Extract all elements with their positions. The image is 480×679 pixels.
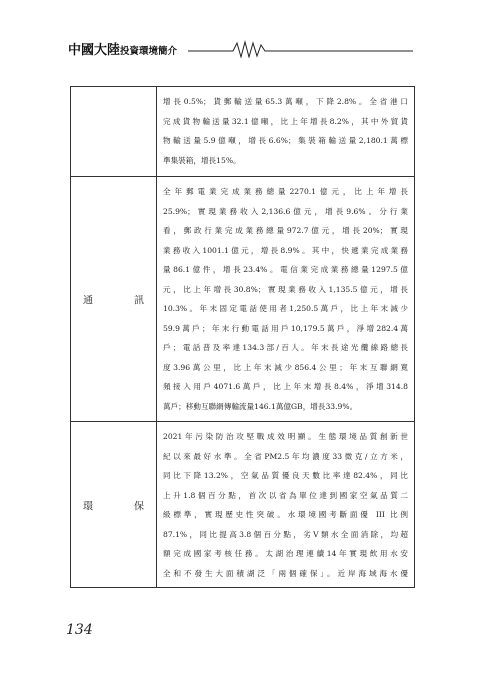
text-line: 完成貨物輸送量32.1億噸，比上年增長8.2%，其中外貿貨 [163, 116, 408, 126]
text-line: 看，郵政行業完成業務總量972.7億元，增長20%；實現 [163, 226, 408, 235]
row-label-cell [71, 422, 157, 587]
text-line: 頻接入用戶4071.6萬戶，比上年末增長8.4%，淨增314.8 [163, 382, 408, 391]
text-line: 上升1.8個百分點，首次以省為單位達到國家空氣品質二 [163, 490, 408, 500]
row-content [157, 177, 414, 421]
text-line: 準集裝箱，增長15%。 [163, 155, 241, 165]
running-header [68, 40, 413, 58]
row-label-cell [71, 177, 157, 421]
info-table [70, 86, 415, 588]
table-row [71, 87, 414, 176]
text-line: 87.1%，同比提高3.8個百分點，劣Ⅴ類水全面消除，均超 [163, 529, 408, 539]
table-row [71, 176, 414, 421]
header-title-main: 中國大陸 [68, 43, 121, 58]
text-line: 同比下降13.2%，空氣品質優良天數比率達82.4%，同比 [163, 471, 408, 480]
text-line: 萬戶；移動互聯網傳輸流量146.1萬億GB，增長33.9%。 [163, 401, 358, 411]
text-line: 59.9萬戶；年末行動電話用戶10,179.5萬戶，淨增282.4萬 [163, 323, 408, 333]
text-line: 25.9%；實現業務收入2,136.6億元，增長9.6%。分行業 [163, 206, 408, 216]
text-line: 增長0.5%；貨郵輸送量65.3萬噸，下降2.8%。全省港口 [163, 97, 408, 106]
text-line: 業務收入1001.1億元，增長8.9%。其中，快遞業完成業務 [163, 245, 408, 255]
text-line: 戶；電話普及率達134.3部/百人。年末長途光纜線路總長 [163, 343, 408, 352]
row-label-communications: 通 訊 [83, 295, 144, 307]
text-line: 全和不發生大面積湖泛「兩個確保」。近岸海域海水優 [163, 568, 408, 578]
text-line: 物輸送量5.9億噸，增長6.6%；集裝箱輸送量2,180.1萬標 [163, 136, 408, 145]
heartbeat-line-icon [188, 40, 413, 58]
text-line: 額完成國家考核任務。太湖治理連續14年實現飲用水安 [163, 549, 408, 558]
row-label-environment: 環 保 [83, 501, 144, 512]
text-line: 10.3%。年末固定電話使用者1,250.5萬戶，比上年末減少 [163, 304, 408, 313]
page-number: 134 [66, 622, 93, 638]
text-line: 級標準，實現歷史性突破。水環境國考斷面優 III 比例 [163, 510, 408, 519]
running-header-title [68, 40, 177, 61]
text-line: 紀以來最好水準。全省PM2.5年均濃度33微克/立方米， [163, 451, 408, 461]
text-line: 2021年污染防治攻堅戰成效明顯。生態環境品質創新世 [163, 432, 408, 441]
row-content [157, 422, 414, 587]
row-label-cell [71, 87, 157, 176]
row-content [157, 87, 414, 176]
table-row [71, 421, 414, 587]
text-line: 量86.1億件，增長23.4%。電信業完成業務總量1297.5億 [163, 265, 408, 274]
text-line: 度3.96萬公里，比上年末減少856.4公里；年末互聯網寬 [163, 362, 408, 372]
text-line: 元，比上年增長30.8%；實現業務收入1,135.5億元，增長 [163, 284, 408, 294]
header-title-sub: 投資環境簡介 [120, 46, 178, 57]
text-line: 全年郵電業完成業務總量2270.1億元，比上年增長 [163, 187, 408, 196]
